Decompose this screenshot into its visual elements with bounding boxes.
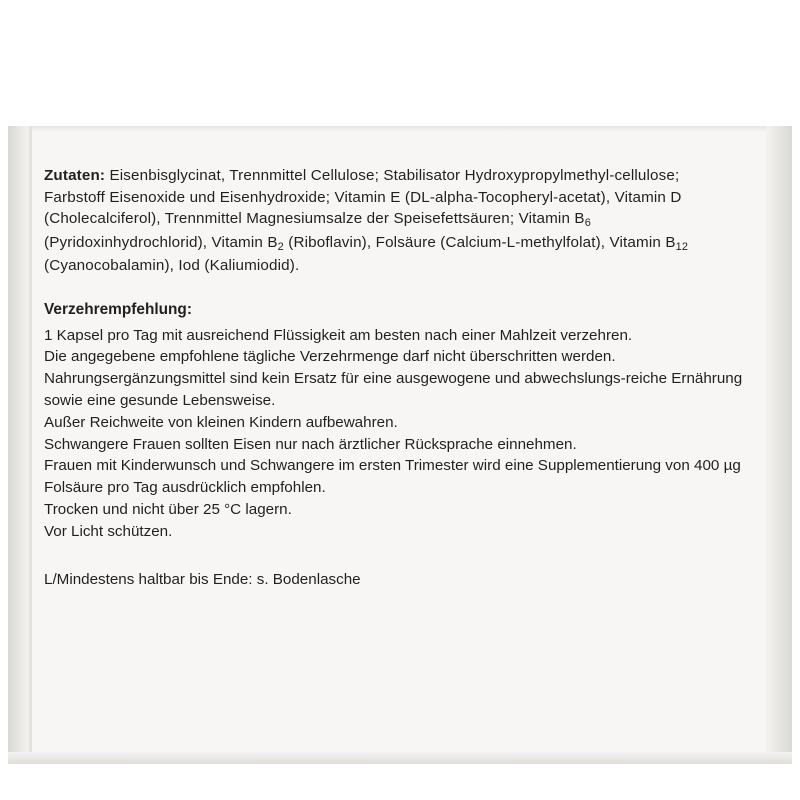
carton-right-fold <box>766 126 792 764</box>
ingredients-subscript-b6: 6 <box>584 217 591 230</box>
ingredients-subscript-b12: 12 <box>675 240 689 253</box>
carton-left-fold-crease <box>29 126 32 764</box>
usage-line-8: Vor Licht schützen. <box>44 522 173 540</box>
usage-line-7: Trocken und nicht über 25 °C lagern. <box>44 500 292 518</box>
label-text-content <box>44 165 744 590</box>
best-before-line: L/Mindestens haltbar bis Ende: s. Bodenlasche <box>44 570 361 588</box>
usage-line-3: Nahrungsergänzungsmittel sind kein Ersatz für eine ausgewogene und abwechslungs-reiche Ernährung sowie eine gesunde Lebensweise. <box>44 370 743 409</box>
usage-recommendation-block <box>44 299 744 543</box>
carton-top-edge <box>8 126 792 132</box>
ingredients-text-part-2: (Pyridoxinhydrochlorid), Vitamin B <box>44 233 278 251</box>
ingredients-subscript-b2: 2 <box>277 240 284 253</box>
usage-line-2: Die angegebene empfohlene tägliche Verzehrmenge darf nicht überschritten werden. <box>44 348 616 366</box>
carton-left-fold <box>8 126 30 764</box>
usage-line-4: Außer Reichweite von kleinen Kindern aufbewahren. <box>44 413 398 431</box>
usage-line-1: 1 Kapsel pro Tag mit ausreichend Flüssigkeit am besten nach einer Mahlzeit verzehren. <box>44 326 633 344</box>
usage-line-6: Frauen mit Kinderwunsch und Schwangere im ersten Trimester wird eine Supplementierung von 400 µg Folsäure pro Tag ausdrücklich empfohlen. <box>44 457 741 497</box>
usage-heading: Verzehrempfehlung: <box>44 300 192 318</box>
ingredients-label: Zutaten: <box>44 167 106 184</box>
ingredients-text-part-3: (Riboflavin), Folsäure (Calcium-L-methylfolat), Vitamin B <box>283 233 676 251</box>
ingredients-text-part-4: (Cyanocobalamin), Iod (Kaliumiodid). <box>44 257 300 275</box>
usage-line-5: Schwangere Frauen sollten Eisen nur nach ärztlicher Rücksprache einnehmen. <box>44 435 577 453</box>
carton-bottom-edge <box>8 752 792 764</box>
ingredients-text-part-1: Eisenbisglycinat, Trennmittel Cellulose; Stabilisator Hydroxypropylmethyl-cellulose; Farbstoff Eisenoxide und Eisenhydroxide; Vitamin E (DL-alpha-Tocopheryl-acetat), Vitamin D (Cholecalciferol), Trennmittel Magnesiumsalze der Speisefettsäuren; Vitamin B <box>44 167 682 228</box>
ingredients-paragraph <box>44 165 744 277</box>
